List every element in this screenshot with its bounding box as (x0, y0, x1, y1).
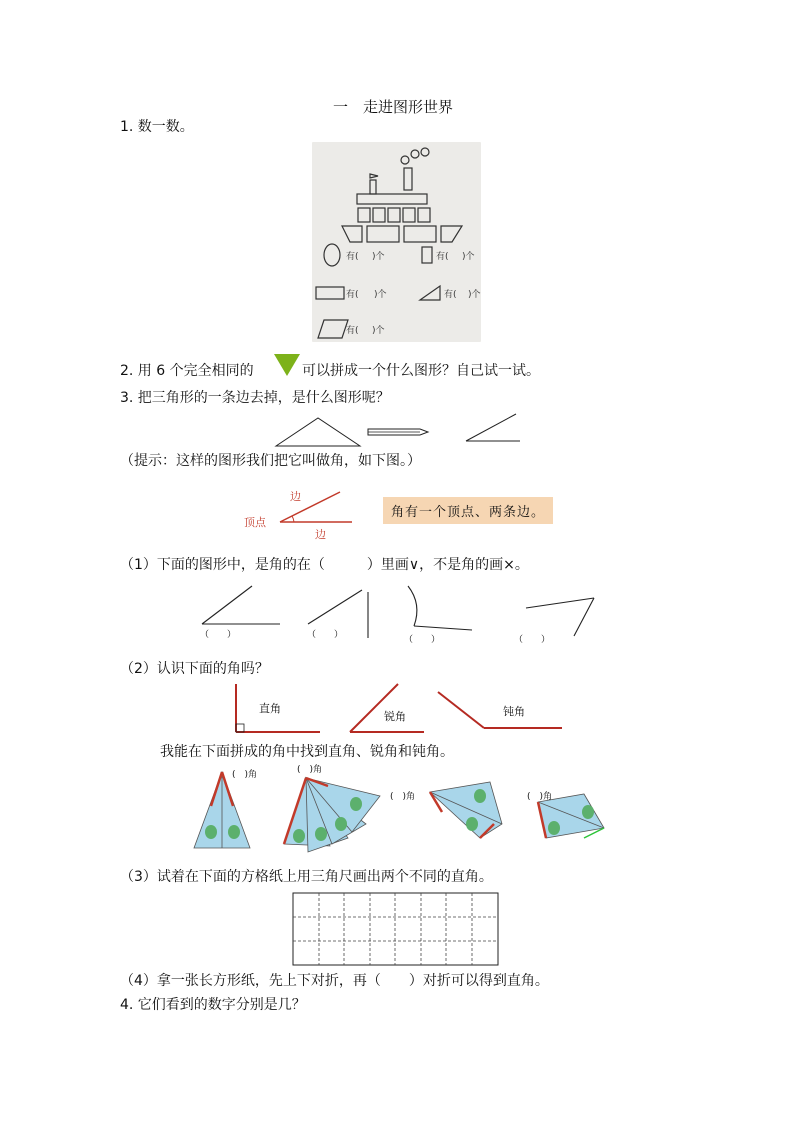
svg-text:有(: 有( (346, 252, 359, 262)
svg-text:有(: 有( (436, 252, 449, 262)
q3-part4-text: （4）拿一张长方形纸，先上下对折，再（ ）对折可以得到直角。 (120, 973, 549, 989)
svg-text:)个: )个 (468, 290, 481, 300)
blank-angle-4: ( )角 (527, 792, 553, 802)
q1-text: 1. 数一数。 (120, 119, 194, 135)
q3-part3-text: （3）试着在下面的方格纸上用三角尺画出两个不同的直角。 (120, 869, 493, 885)
label-side-top: 边 (290, 490, 301, 503)
callout-box: 角有一个顶点、两条边。 (383, 497, 553, 524)
find-angles-text: 我能在下面拼成的角中找到直角、锐角和钝角。 (160, 744, 454, 760)
svg-text:有(: 有( (444, 290, 457, 300)
triangle-to-angle-figure (270, 410, 525, 450)
svg-text:有(: 有( (346, 290, 359, 300)
svg-text:有(: 有( (346, 326, 359, 336)
label-right-angle: 直角 (259, 702, 281, 715)
q2-text-before: 2. 用 6 个完全相同的 (120, 363, 254, 379)
ship-drawing (312, 142, 481, 342)
svg-text:)个: )个 (462, 252, 475, 262)
q3-part2-text: （2）认识下面的角吗？ (120, 661, 269, 677)
blank-angle-1: ( )角 (232, 770, 258, 780)
svg-text:)个: )个 (374, 290, 387, 300)
paren-1: （ ） (200, 630, 237, 640)
green-triangle-icon (273, 353, 301, 377)
paren-3: （ ） (404, 635, 441, 645)
label-vertex: 顶点 (244, 516, 266, 529)
ship-photo (312, 142, 481, 342)
q3-part1-text: （1）下面的图形中，是角的在（ ）里画∨，不是角的画×。 (120, 557, 529, 573)
q3-text: 3. 把三角形的一条边去掉，是什么图形呢？ (120, 390, 390, 406)
q4-text: 4. 它们看到的数字分别是几？ (120, 997, 306, 1013)
label-acute-angle: 锐角 (384, 710, 406, 723)
q2-text-after: 可以拼成一个什么图形？自己试一试。 (302, 363, 540, 379)
hint-text: （提示：这样的图形我们把它叫做角，如下图。） (120, 453, 421, 469)
grid-paper (292, 892, 500, 966)
blank-angle-3: ( )角 (390, 792, 416, 802)
paren-2: （ ） (307, 630, 344, 640)
label-side-bottom: 边 (315, 528, 326, 541)
page-title: 一 走进图形世界 (333, 98, 454, 116)
paren-4: （ ） (514, 635, 551, 645)
svg-text:)个: )个 (372, 252, 385, 262)
blank-angle-2: ( )角 (297, 765, 323, 775)
label-obtuse-angle: 钝角 (503, 705, 525, 718)
svg-text:)个: )个 (372, 326, 385, 336)
